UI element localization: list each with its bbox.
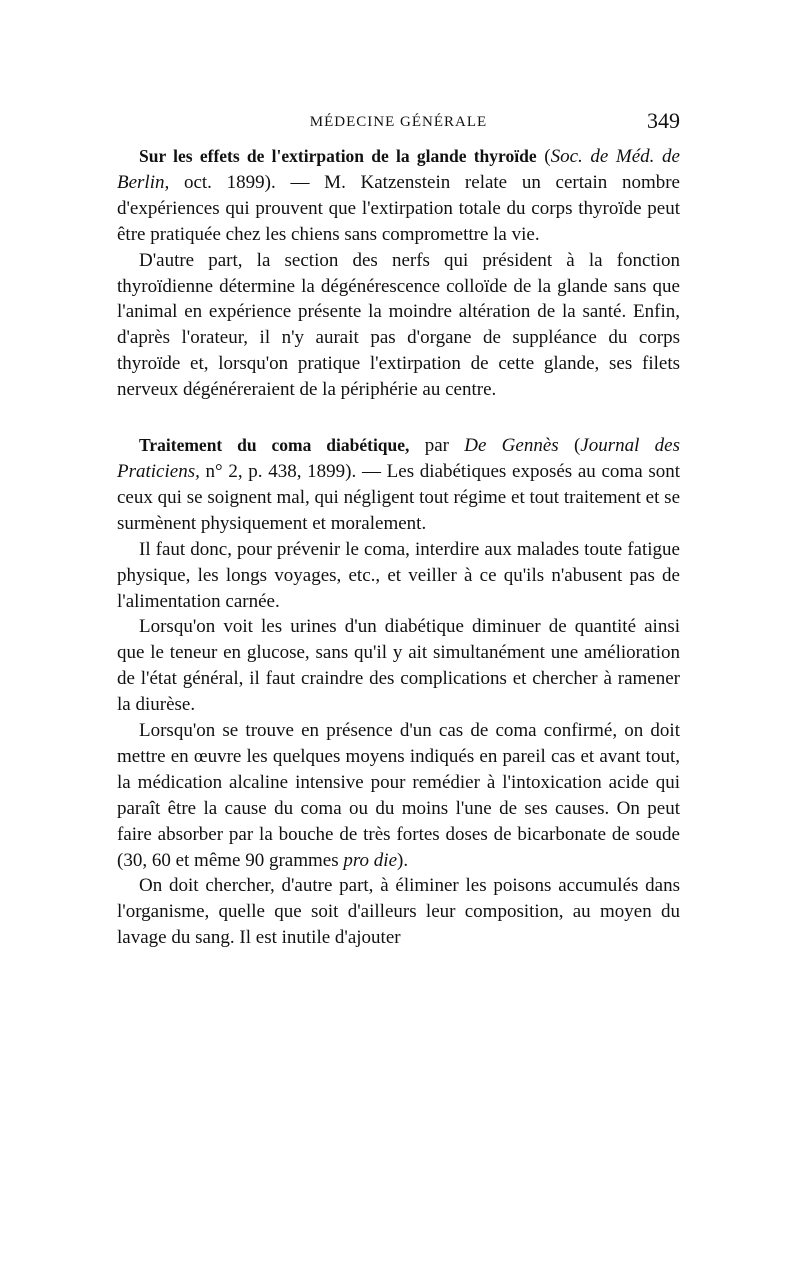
paragraph-4-text: Lorsqu'on se trouve en présence d'un cas de coma confirmé, on doit mettre en œuvre les quelques moyens indiqués en pareil cas et avant tout, la médication alcaline intensive pour remédier à l'intoxication acide qui paraît être la cause du coma ou du moins l'une de ses causes. On peut faire absorber par la bouche de très fortes doses de bicarbonate de soude (30, 60 et même 90 grammes	[117, 720, 680, 871]
article-coma-paragraph-5: On doit chercher, d'autre part, à éliminer les poisons accumulés dans l'organisme, quelle que soit d'ailleurs leur composition, au moyen du lavage du sang. Il est inutile d'ajouter	[117, 875, 680, 949]
article-coma-paragraph-3: Lorsqu'on voit les urines d'un diabétique diminuer de quantité ainsi que le teneur en glucose, sans qu'il y ait simultanément une amélioration de l'état général, il faut craindre des complications et chercher à ramener la diurèse.	[117, 616, 680, 716]
source-open: (	[536, 146, 551, 167]
source-open: (	[558, 435, 581, 457]
source-journal: Soc. de Méd. de Berlin,	[117, 146, 680, 193]
article-coma-paragraph-4	[117, 718, 680, 873]
article-thyroid-paragraph-2: D'autre part, la section des nerfs qui président à la fonction thyroïdienne détermine la dégénérescence colloïde de la glande sans que l'animal en expérience présente la moindre altération de la santé. Enfin, d'après l'orateur, il n'y aurait pas d'organe de suppléance du corps thyroïde et, lorsqu'on pratique l'extirpation de cette glande, ses filets nerveux dégénéreraient de la périphérie au centre.	[117, 249, 680, 401]
article-coma-paragraph-2: Il faut donc, pour prévenir le coma, interdire aux malades toute fatigue physique, les longs voyages, etc., et veiller à ce qu'ils n'abusent pas de l'alimentation carnée.	[117, 538, 680, 612]
page-number: 349	[647, 108, 680, 133]
article-coma-heading: Traitement du coma diabétique,	[139, 435, 410, 456]
source-date: oct. 1899). —	[169, 171, 325, 193]
section-gap	[117, 403, 680, 433]
paragraph-4-end: ).	[397, 849, 409, 871]
article-thyroid-intro	[117, 144, 680, 248]
book-page	[117, 108, 680, 951]
article-coma	[117, 433, 680, 951]
article-thyroid-heading: Sur les effets de l'extirpation de la glande thyroïde	[139, 146, 537, 166]
pro-die: pro die	[343, 849, 398, 871]
author: De Gennès	[464, 435, 559, 457]
running-title: MÉDECINE GÉNÉRALE	[309, 114, 488, 130]
article-thyroid	[117, 144, 680, 403]
article-thyroid-text: M. Katzenstein relate un certain nombre d'expériences qui prouvent que l'extirpation totale du corps thyroïde peut être pratiquée chez les chiens sans compromettre la vie.	[117, 171, 680, 245]
source-details: n° 2, p. 438, 1899). —	[199, 460, 387, 482]
article-coma-intro	[117, 433, 680, 537]
running-head	[117, 108, 680, 144]
source-journal: Journal des Praticiens,	[117, 435, 680, 482]
by-text: par	[409, 435, 465, 457]
article-coma-text: Les diabétiques exposés au coma sont ceux qui se soignent mal, qui négligent tout régime et tout traitement et se surmènent physiquement et moralement.	[117, 460, 680, 534]
